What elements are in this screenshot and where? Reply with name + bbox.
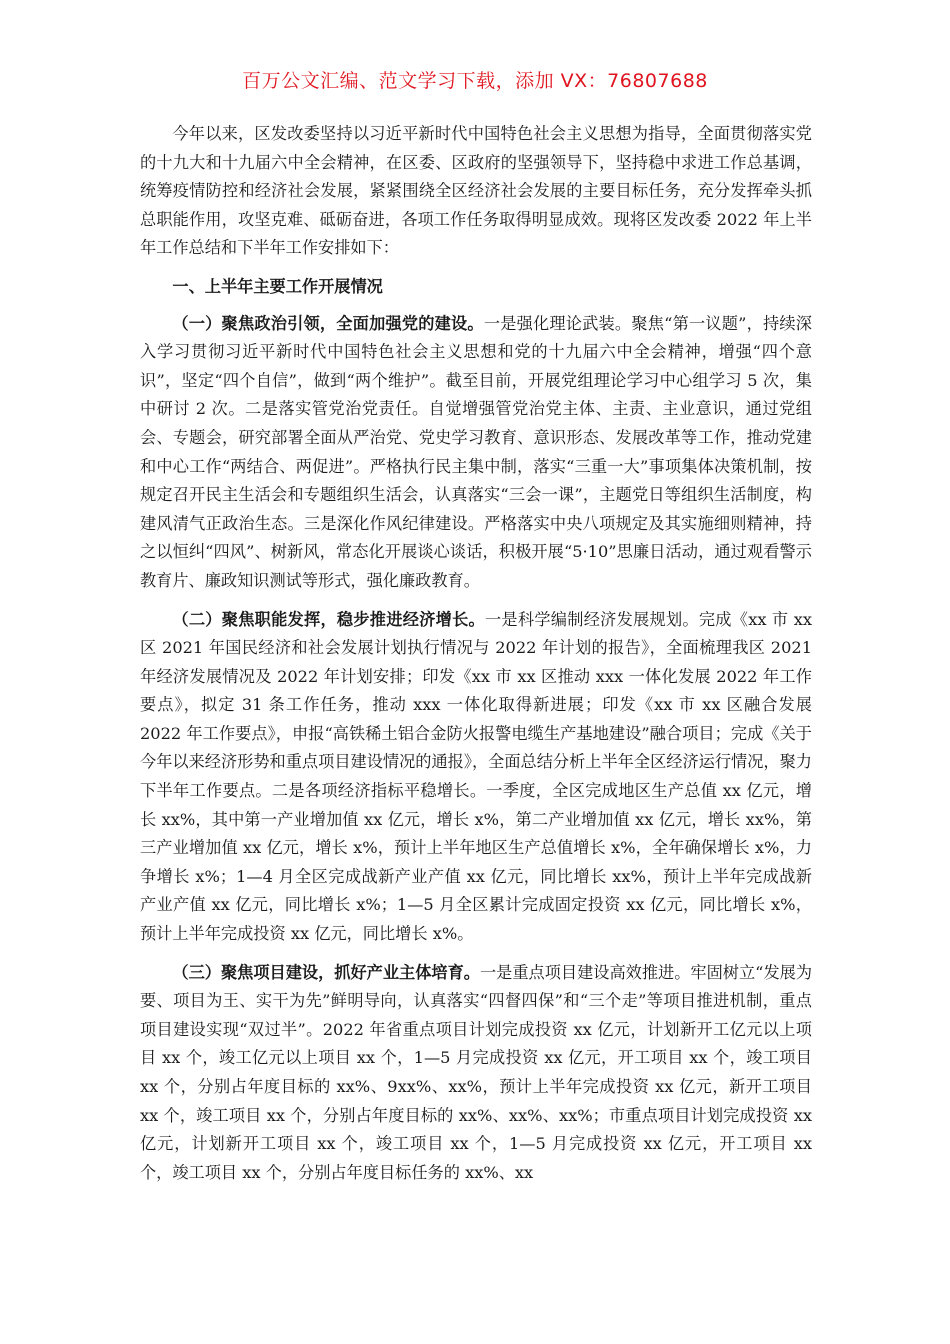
- subsection-lead: （二）聚焦职能发挥，稳步推进经济增长。: [172, 609, 485, 629]
- subsection-paragraph-1: [140, 310, 812, 596]
- section-heading: 一、上半年主要工作开展情况: [172, 276, 383, 296]
- subsection-body: 一是科学编制经济发展规划。完成《xx 市 xx 区 2021 年国民经济和社会发展计划执行情况与 2022 年计划的报告》，全面梳理我区 2021 年经济发展情况及 2022 年计划安排；印发《xx 市 xx 区推动 xxx 一体化发展 2022 年工作要点》，拟定 31 条工作任务，推动 xxx 一体化取得新进展；印发《xx 市 xx 区融合发展 2022 年工作要点》，申报“高铁稀土铝合金防火报警电缆生产基地建设”融合项目；完成《关于今年以来经济形势和重点项目建设情况的通报》，全面总结分析上半年全区经济运行情况，聚力下半年工作要点。二是各项经济指标平稳增长。一季度，全区完成地区生产总值 xx 亿元，增长 xx%，其中第一产业增加值 xx 亿元，增长 x%，第二产业增加值 xx 亿元，增长 xx%，第三产业增加值 xx 亿元，增长 x%，预计上半年地区生产总值增长 x%，全年确保增长 x%，力争增长 x%；1—4 月全区完成战新产业产值 xx 亿元，同比增长 xx%，预计上半年完成战新产业产值 xx 亿元，同比增长 x%；1—5 月全区累计完成固定投资 xx 亿元，同比增长 x%，预计上半年完成投资 xx 亿元，同比增长 x%。: [140, 609, 813, 944]
- intro-paragraph: 今年以来，区发改委坚持以习近平新时代中国特色社会主义思想为指导，全面贯彻落实党的十九大和十九届六中全会精神，在区委、区政府的坚强领导下，坚持稳中求进工作总基调，统筹疫情防控和经济社会发展，紧紧围绕全区经济社会发展的主要目标任务，充分发挥牵头抓总职能作用，攻坚克难、砥砺奋进，各项工作任务取得明显成效。现将区发改委 2022 年上半年工作总结和下半年工作安排如下：: [140, 124, 812, 258]
- subsection-lead: （三）聚焦项目建设，抓好产业主体培育。: [172, 962, 480, 982]
- subsection-body: 一是重点项目建设高效推进。牢固树立“发展为要、项目为王、实干为先”鲜明导向，认真落实“四督四保”和“三个走”等项目推进机制，重点项目建设实现“双过半”。2022 年省重点项目计划完成投资 xx 亿元，计划新开工亿元以上项目 xx 个，竣工亿元以上项目 xx 个，1—5 月完成投资 xx 亿元，开工项目 xx 个，竣工项目 xx 个，分别占年度目标的 xx%、9xx%、xx%，预计上半年完成投资 xx 亿元，新开工项目 xx 个，竣工项目 xx 个，分别占年度目标的 xx%、xx%、xx%；市重点项目计划完成投资 xx 亿元，计划新开工项目 xx 个，竣工项目 xx 个，1—5 月完成投资 xx 亿元，开工项目 xx 个，竣工项目 xx 个，分别占年度目标任务的 xx%、xx: [140, 962, 813, 1182]
- subsection-paragraph-3: [140, 959, 812, 1188]
- subsection-paragraph-2: [140, 606, 812, 949]
- subsection-body: 一是强化理论武装。聚焦“第一议题”，持续深入学习贯彻习近平新时代中国特色社会主义思想和党的十九届六中全会精神，增强“四个意识”，坚定“四个自信”，做到“两个维护”。截至目前，开展党组理论学习中心组学习 5 次，集中研讨 2 次。二是落实管党治党责任。自觉增强管党治党主体、主责、主业意识，通过党组会、专题会，研究部署全面从严治党、党史学习教育、意识形态、发展改革等工作，推动党建和中心工作“两结合、两促进”。严格执行民主集中制，落实“三重一大”事项集体决策机制，按规定召开民主生活会和专题组织生活会，认真落实“三会一课”，主题党日等组织生活制度，构建风清气正政治生态。三是深化作风纪律建设。严格落实中央八项规定及其实施细则精神，持之以恒纠“四风”、树新风，常态化开展谈心谈话，积极开展“5·10”思廉日活动，通过观看警示教育片、廉政知识测试等形式，强化廉政教育。: [140, 313, 812, 590]
- subsection-lead: （一）聚焦政治引领，全面加强党的建设。: [172, 313, 484, 333]
- document-body: [140, 120, 812, 1187]
- watermark-banner: 百万公文汇编、范文学习下载，添加 VX：76807688: [242, 70, 708, 92]
